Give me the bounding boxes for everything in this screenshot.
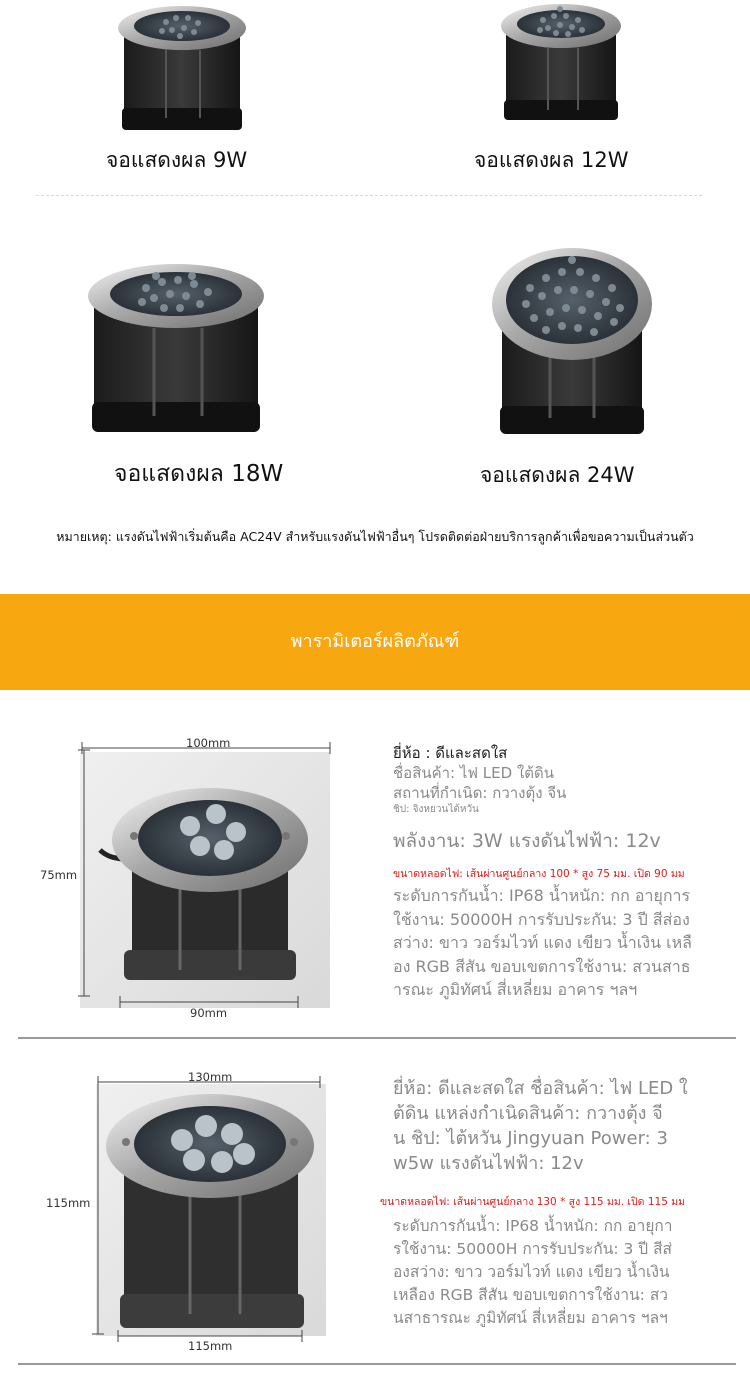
voltage-note: หมายเหตุ: แรงดันไฟฟ้าเริ่มต้นคือ AC24V สำหรับแรงดันไฟฟ้าอื่นๆ โปรดติดต่อฝ่ายบริการลูกค้าเพื่อขอความเป็นส่วนตัว bbox=[56, 529, 694, 544]
spec1-base-label: 90mm bbox=[190, 1006, 228, 1020]
spec2-height-label: 115mm bbox=[46, 1196, 91, 1210]
spec2-header-line: ยี่ห้อ: ดีและสดใส ชื่อสินค้า: ไฟ LED ใ bbox=[393, 1078, 688, 1099]
spec2-width-label: 130mm bbox=[188, 1070, 233, 1084]
spec2-header-line: น ชิป: ไต้หวัน Jingyuan Power: 3 bbox=[393, 1128, 668, 1149]
lamp-9w-image bbox=[114, 0, 250, 140]
parameters-banner bbox=[0, 594, 750, 690]
spec1-product-name: ชื่อสินค้า: ไฟ LED ใต้ดิน bbox=[393, 764, 555, 782]
spec1-dimension-photo bbox=[40, 730, 340, 1020]
spec1-height-label: 75mm bbox=[40, 868, 78, 882]
banner-title: พารามิเตอร์ผลิตภัณฑ์ bbox=[290, 631, 460, 652]
spec1-detail-line: ารณะ ภูมิทัศน์ สี่เหลี่ยม อาคาร ฯลฯ bbox=[393, 980, 638, 999]
lamp-24w-image bbox=[490, 248, 654, 444]
caption-12w: จอแสดงผล 12W bbox=[474, 148, 629, 172]
spec2-header-line: w5w แรงดันไฟฟ้า: 12v bbox=[393, 1153, 584, 1174]
spec1-detail-line: อง RGB สีสัน ขอบเขตการใช้งาน: สวนสาธ bbox=[393, 956, 691, 976]
caption-24w: จอแสดงผล 24W bbox=[480, 463, 635, 487]
spec1-detail-line: สว่าง: ขาว วอร์มไวท์ แดง เขียว น้ำเงิน เหลื bbox=[393, 933, 692, 952]
spec2-detail-line: นสาธารณะ ภูมิทัศน์ สี่เหลี่ยม อาคาร ฯลฯ bbox=[393, 1309, 668, 1327]
caption-9w: จอแสดงผล 9W bbox=[106, 148, 248, 172]
lamp-18w-image bbox=[84, 262, 268, 442]
spec2-detail-line: ระดับการกันน้ำ: IP68 น้ำหนัก: กก อายุกา bbox=[393, 1217, 673, 1235]
spec2-detail-line: รใช้งาน: 50000H การรับประกัน: 3 ปี สีส่ bbox=[393, 1240, 672, 1258]
spec2-details bbox=[393, 1215, 673, 1330]
spec1-detail-line: ระดับการกันน้ำ: IP68 น้ำหนัก: กก อายุการ bbox=[393, 886, 691, 905]
spec2-detail-line: องสว่าง: ขาว วอร์มไวท์ แดง เขียว น้ำเงิน bbox=[393, 1263, 670, 1281]
spec1-origin: สถานที่กำเนิด: กวางตุ้ง จีน bbox=[393, 784, 567, 802]
spec1-width-label: 100mm bbox=[186, 736, 231, 750]
spec2-size: ขนาดหลอดไฟ: เส้นผ่านศูนย์กลาง 130 * สูง 115 มม. เปิด 115 มม bbox=[380, 1196, 686, 1208]
divider bbox=[36, 195, 702, 196]
spec2-header-line: ต้ดิน แหล่งกำเนิดสินค้า: กวางตุ้ง จี bbox=[393, 1103, 663, 1124]
spec2-base-label: 115mm bbox=[188, 1339, 233, 1353]
spec1-details bbox=[393, 884, 692, 1002]
spec2-dimension-photo bbox=[40, 1064, 340, 1354]
caption-18w: จอแสดงผล 18W bbox=[114, 461, 284, 487]
spec2-detail-line: เหลือง RGB สีสัน ขอบเขตการใช้งาน: สว bbox=[393, 1286, 668, 1304]
spec1-brand: ยี่ห้อ : ดีและสดใส bbox=[393, 744, 508, 762]
lamp-12w-image bbox=[498, 0, 624, 130]
section-rule-2 bbox=[18, 1363, 736, 1365]
spec1-size: ขนาดหลอดไฟ: เส้นผ่านศูนย์กลาง 100 * สูง 75 มม. เปิด 90 มม bbox=[393, 868, 685, 880]
spec1-detail-line: ใช้งาน: 50000H การรับประกัน: 3 ปี สีส่อง bbox=[393, 909, 690, 929]
spec1-chip: ชิป: จิงหยวนไต้หวัน bbox=[393, 804, 479, 815]
spec2-header bbox=[393, 1076, 688, 1176]
spec1-power: พลังงาน: 3W แรงดันไฟฟ้า: 12v bbox=[393, 830, 661, 852]
section-rule-1 bbox=[18, 1037, 736, 1039]
